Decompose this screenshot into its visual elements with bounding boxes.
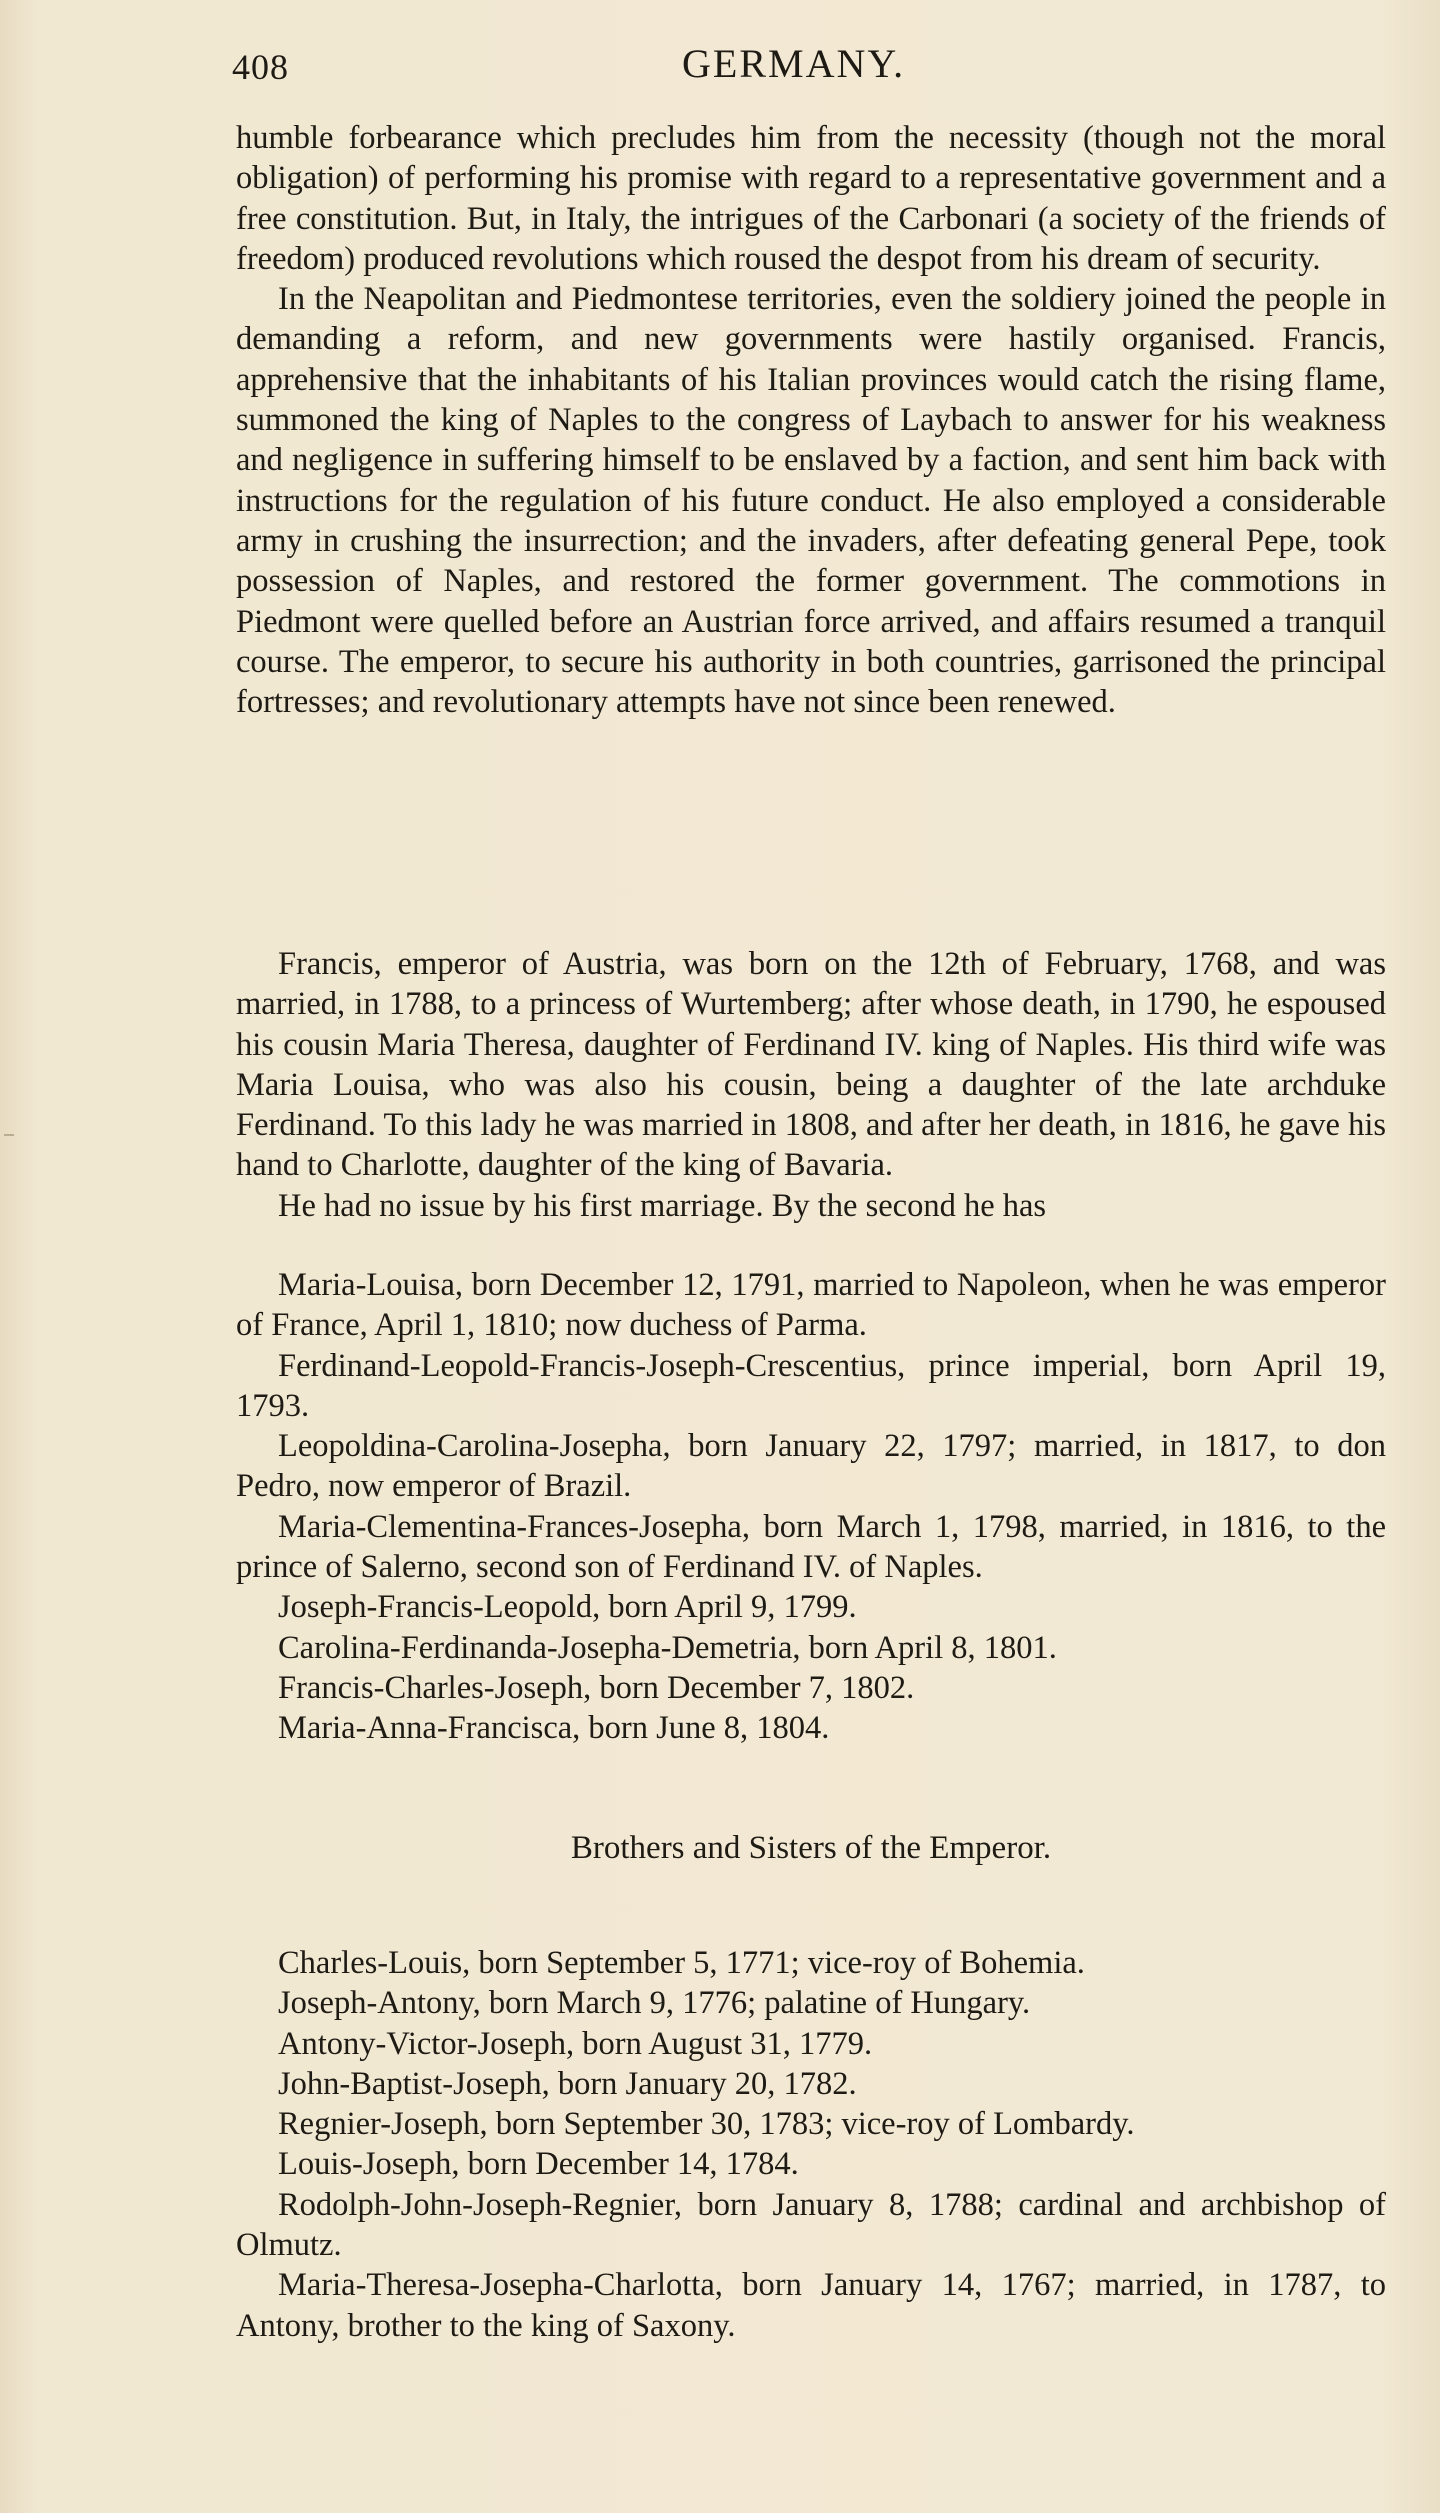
list-item: Maria-Anna-Francisca, born June 8, 1804. <box>278 1710 830 1747</box>
list-item: Leopoldina-Carolina-Josepha, born January 22, 1797; married, in 1817, to don Pedro, now emperor of Brazil. <box>236 1428 1386 1505</box>
siblings-list <box>236 1943 1386 2346</box>
list-item: John-Baptist-Joseph, born January 20, 1782. <box>278 2065 857 2102</box>
list-item: Maria-Louisa, born December 12, 1791, married to Napoleon, when he was emperor of France, April 1, 1810; now duchess of Parma. <box>236 1267 1386 1344</box>
list-item: Joseph-Francis-Leopold, born April 9, 1799. <box>278 1589 857 1626</box>
list-item: Louis-Joseph, born December 14, 1784. <box>278 2146 799 2183</box>
running-head: GERMANY. <box>682 41 906 86</box>
list-item: Joseph-Antony, born March 9, 1776; palatine of Hungary. <box>278 1985 1031 2022</box>
children-list <box>236 1265 1386 1749</box>
page-number: 408 <box>232 47 289 87</box>
list-item: Carolina-Ferdinanda-Josepha-Demetria, born April 8, 1801. <box>278 1629 1057 1666</box>
list-item: Ferdinand-Leopold-Francis-Joseph-Crescentius, prince imperial, born April 19, 1793. <box>236 1347 1386 1424</box>
list-item: Charles-Louis, born September 5, 1771; vice-roy of Bohemia. <box>278 1945 1085 1981</box>
paragraph: Francis, emperor of Austria, was born on the 12th of February, 1768, and was married, in 1788, to a princess of Wurtemberg; after whose death, in 1790, he espoused his cousin Maria Theresa, daughter of Ferdinand IV. king of Naples. His third wife was Maria Louisa, who was also his cousin, being a daughter of the late archduke Ferdinand. To this lady he was married in 1808, and after her death, in 1816, he gave his hand to Charlotte, daughter of the king of Bavaria. <box>236 946 1386 1184</box>
margin-mark <box>4 1134 14 1136</box>
biography-section <box>236 944 1386 1226</box>
list-item: Antony-Victor-Joseph, born August 31, 1779. <box>278 2025 873 2062</box>
list-item: Maria-Theresa-Josepha-Charlotta, born January 14, 1767; married, in 1787, to Antony, brother to the king of Saxony. <box>236 2267 1386 2344</box>
section-heading: Brothers and Sisters of the Emperor. <box>570 1830 1052 1866</box>
narrative-section <box>236 118 1386 722</box>
paragraph: In the Neapolitan and Piedmontese territories, even the soldiery joined the people in demanding a reform, and new governments were hastily organised. Francis, apprehensive that the inhabitants of his Italian provinces would catch the rising flame, summoned the king of Naples to the congress of Laybach to answer for his weakness and negligence in suffering himself to be enslaved by a faction, and sent him back with instructions for the regulation of his future conduct. He also employed a considerable army in crushing the insurrection; and the invaders, after defeating general Pepe, took possession of Naples, and restored the former government. The commotions in Piedmont were quelled before an Austrian force arrived, and affairs resumed a tranquil course. The emperor, to secure his authority in both countries, garrisoned the principal fortresses; and revolutionary attempts have not since been renewed. <box>236 281 1386 721</box>
list-item: Rodolph-John-Joseph-Regnier, born January 8, 1788; cardinal and archbishop of Olmutz. <box>236 2186 1386 2264</box>
list-item: Francis-Charles-Joseph, born December 7, 1802. <box>278 1669 915 1706</box>
paragraph: humble forbearance which precludes him from the necessity (though not the moral obligation) of performing his promise with regard to a representative government and a free constitution. But, in Italy, the intrigues of the Carbonari (a society of the friends of freedom) produced revolutions which roused the despot from his dream of security. <box>236 120 1386 277</box>
paragraph: He had no issue by his first marriage. By the second he has <box>278 1187 1047 1224</box>
list-item: Regnier-Joseph, born September 30, 1783; vice-roy of Lombardy. <box>278 2106 1135 2143</box>
list-item: Maria-Clementina-Frances-Josepha, born March 1, 1798, married, in 1816, to the prince of Salerno, second son of Ferdinand IV. of Naples. <box>236 1508 1386 1586</box>
page-header <box>232 36 1390 96</box>
